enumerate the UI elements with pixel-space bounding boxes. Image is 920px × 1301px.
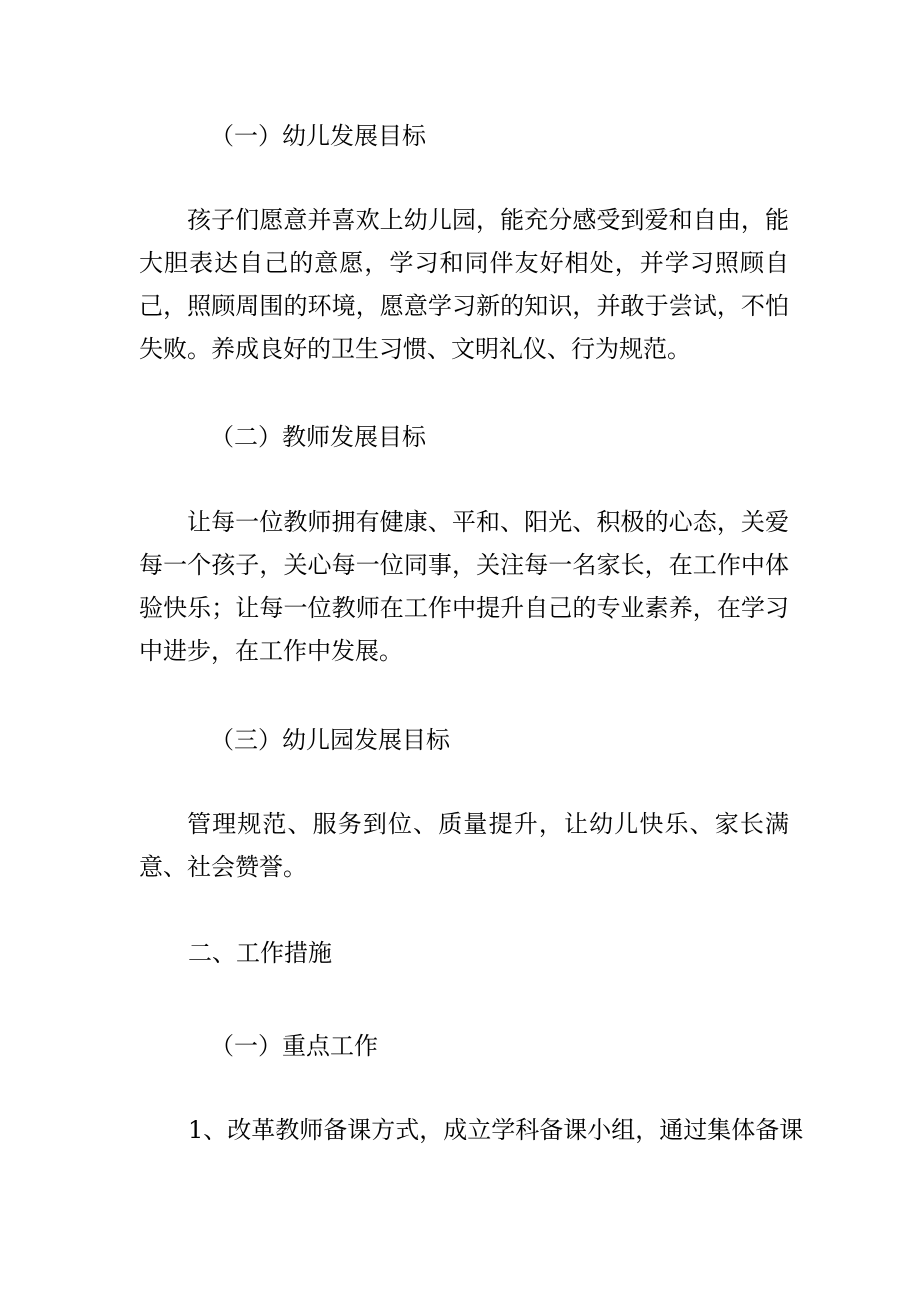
heading-work-measures: 二、工作措施 <box>188 939 332 967</box>
heading-child-development-goals: （一）幼儿发展目标 <box>210 122 426 150</box>
heading-teacher-development-goals: （二）教师发展目标 <box>210 423 426 451</box>
heading-kindergarten-development-goals: （三）幼儿园发展目标 <box>210 726 450 754</box>
paragraph-teacher-development-goals: 让每一位教师拥有健康、平和、阳光、积极的心态，关爱每一个孩子，关心每一位同事，关注每一名家长，在工作中体验快乐；让每一位教师在工作中提升自己的专业素养，在学习中进步，在工作中发展。 <box>139 508 789 665</box>
paragraph-kindergarten-development-goals: 管理规范、服务到位、质量提升，让幼儿快乐、家长满意、社会赞誉。 <box>139 810 789 881</box>
list-item-1: 1、改革教师备课方式，成立学科备课小组，通过集体备课 <box>188 1116 804 1144</box>
paragraph-child-development-goals: 孩子们愿意并喜欢上幼儿园，能充分感受到爱和自由，能大胆表达自己的意愿，学习和同伴友好相处，并学习照顾自己，照顾周围的环境，愿意学习新的知识，并敢于尝试，不怕失败。养成良好的卫生习惯、文明礼仪、行为规范。 <box>139 206 789 363</box>
heading-key-work: （一）重点工作 <box>210 1032 378 1060</box>
